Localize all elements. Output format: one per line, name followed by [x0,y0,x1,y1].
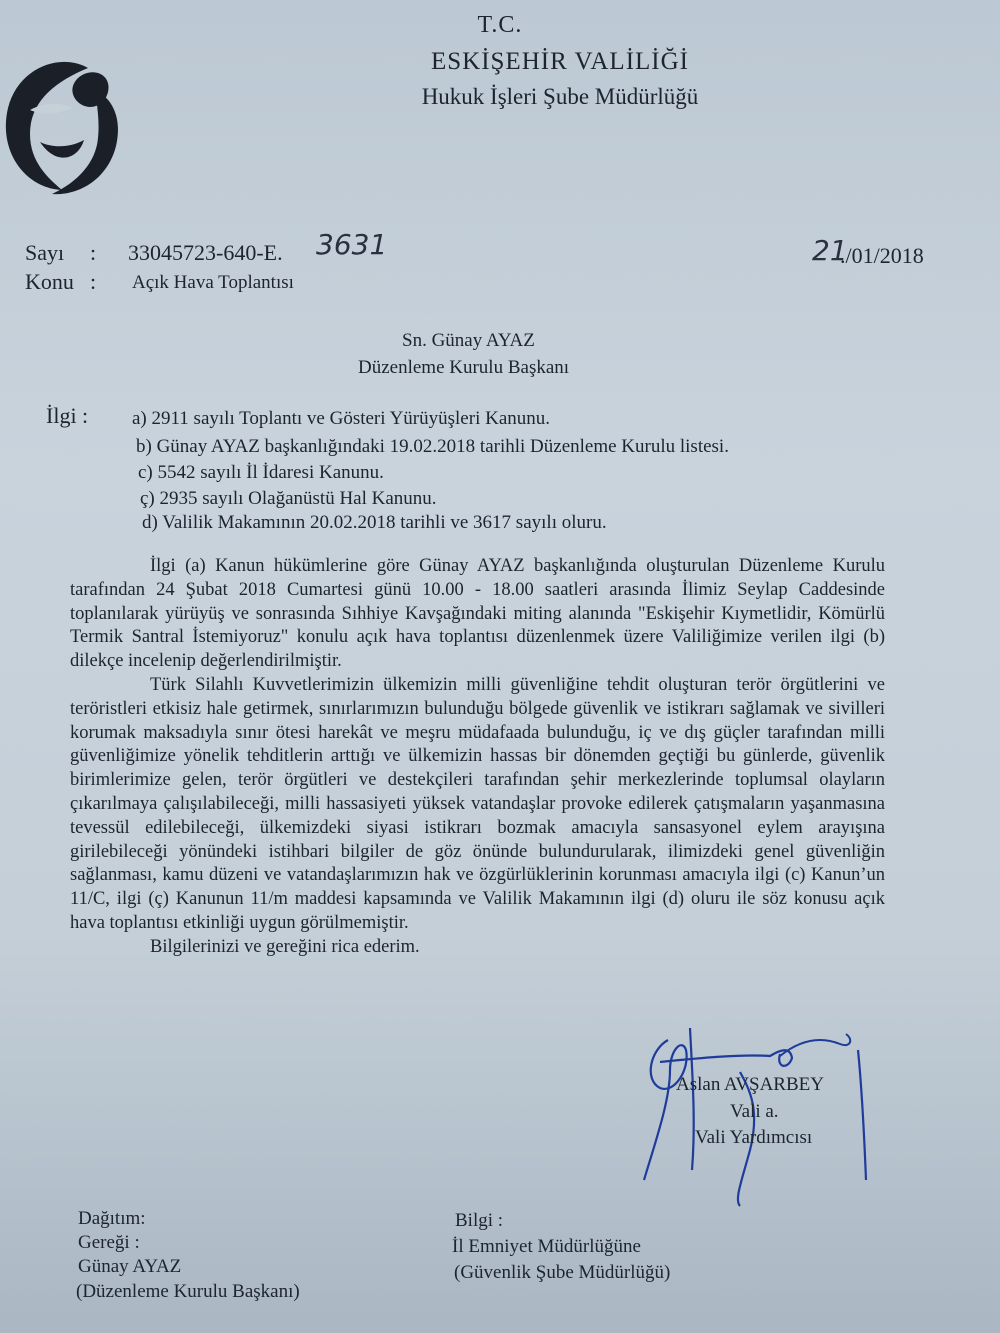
ilgi-item-c: c) 5542 sayılı İl İdaresi Kanunu. [138,462,384,483]
konu-value: Açık Hava Toplantısı [132,272,294,293]
header-department: Hukuk İşleri Şube Müdürlüğü [421,84,699,109]
geregi-label: Gereği : [78,1232,140,1253]
ilgi-label: İlgi : [46,403,89,428]
bilgi-title: (Güvenlik Şube Müdürlüğü) [454,1262,671,1283]
ilgi-item-cc: ç) 2935 sayılı Olağanüstü Hal Kanunu. [140,488,437,509]
body-paragraph-2: Türk Silahlı Kuvvetlerimizin ülkemizin milli güvenliğine tehdit oluşturan terör örgütlerini ve teröristleri etkisiz hale getirmek, sınırlarımızın bulunduğu bölgede güvenlik ve istikrarı sağlamak ve sivilleri korumak maksadıyla sınır ötesi harekât ve meşru müdafaada bulunduğu, iç ve dış güçler tarafından milli güvenliğimize yönelik tehditlerin arttığı ve ülkemizin hassas bir dönemden geçtiği bu günlerde, güvenlik birimlerimize gelen, terör örgütleri ve destekçileri tarafından şehir merkezlerinde toplumsal olayların çıkarılmaya çalışılabileceği, milli hassasiyeti yüksek vatandaşlar provoke edilerek çatışmaların yaşanmasına tevessül edilebileceği, ülkemizdeki siyasi istikrarı bozmak amacıyla sansasyonel eylem arayışına girilebileceği yönündeki istihbari bilgiler de göz önünde bulundurularak, ilimizdeki genel güvenliğin sağlanması, kamu düzeni ve vatandaşlarımızın hak ve özgürlüklerinin korunması amacıyla ilgi (c) Kanun’un 11/C, ilgi (ç) Kanunun 11/m maddesi kapsamında ve Valilik Makamının ilgi (d) oluru ile söz konusu açık hava toplantısı etkinliği uygun görülmemiştir. [70,674,885,933]
header-institution: ESKİŞEHİR VALİLİĞİ [430,48,690,75]
letter-body [70,555,885,960]
ilgi-item-d: d) Valilik Makamının 20.02.2018 tarihli ve 3617 sayılı oluru. [142,512,607,533]
geregi-title: (Düzenleme Kurulu Başkanı) [76,1281,300,1302]
signatory-line2: Vali a. [730,1101,779,1122]
body-paragraph-1: İlgi (a) Kanun hükümlerine göre Günay AYAZ başkanlığında oluşturulan Düzenleme Kurulu tarafından 24 Şubat 2018 Cumartesi günü 10.00 - 18.00 saatleri arasında İlimiz Seylap Caddesinde toplanılarak yürüyüş ve sonrasında Sıhhiye Kavşağındaki miting alanında "Eskişehir Kıymetlidir, Kömürlü Termik Santral İstemiyoruz" konulu açık hava toplantısı düzenlenmek üzere Valiliğimize verilen ilgi (b) dilekçe incelenip değerlendirilmiştir. [70,556,885,672]
bilgi-name: İl Emniyet Müdürlüğüne [452,1236,641,1257]
sayi-label: Sayı [25,240,65,265]
sayi-handwritten-number: 3631 [316,228,388,261]
recipient-name: Sn. Günay AYAZ [402,330,535,351]
signatory-name: Aslan AVŞARBEY [676,1074,824,1095]
body-paragraph-3: Bilgilerinizi ve gereğini rica ederim. [150,936,420,957]
bilgi-label: Bilgi : [455,1210,504,1231]
header-tc: T.C. [477,12,523,38]
sayi-value: 33045723-640-E. [128,240,283,265]
signatory-title: Vali Yardımcısı [695,1127,813,1148]
konu-colon: : [90,269,97,294]
ilgi-item-b: b) Günay AYAZ başkanlığındaki 19.02.2018 tarihli Düzenleme Kurulu listesi. [136,436,729,457]
date-handwritten-day: 21 [812,234,848,267]
recipient-title: Düzenleme Kurulu Başkanı [358,357,570,378]
sayi-colon: : [90,240,97,265]
distribution-title: Dağıtım: [78,1208,146,1229]
konu-label: Konu [25,269,74,294]
ilgi-item-a: a) 2911 sayılı Toplantı ve Gösteri Yürüyüşleri Kanunu. [132,408,550,429]
date-value: ./01/2018 [840,243,924,268]
geregi-name: Günay AYAZ [78,1256,182,1277]
